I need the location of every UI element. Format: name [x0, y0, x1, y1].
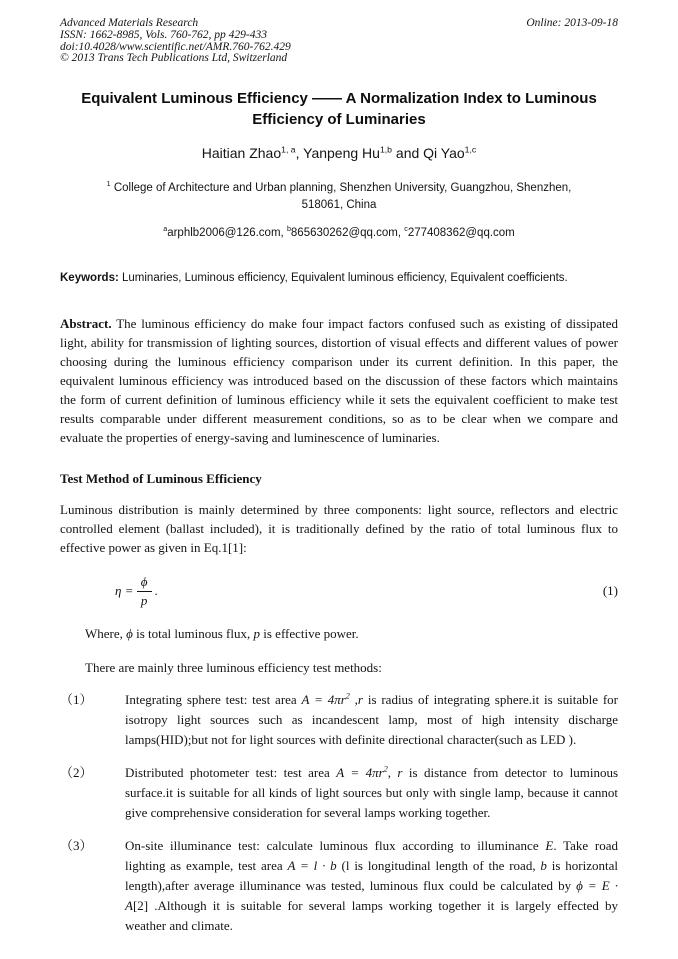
where-text: is effective power. [260, 625, 359, 641]
author-affiliation-sup: 1, a [281, 144, 296, 155]
journal-name: Advanced Materials Research [60, 17, 199, 29]
math-symbol-b: b [540, 857, 547, 873]
equation-number: (1) [602, 583, 618, 599]
author-affiliation-sup: 1,c [464, 144, 477, 155]
equation-1 [115, 574, 158, 609]
email-separator: , [397, 227, 405, 240]
math-area-formula: A = l · b [287, 857, 337, 873]
where-text: is total luminous flux, [132, 625, 254, 641]
emails-line [60, 227, 618, 239]
math-symbol-phi: ϕ [126, 625, 133, 641]
section-heading: Test Method of Luminous Efficiency [60, 470, 262, 486]
equals-sign: = [125, 583, 133, 599]
email-sup: b [286, 225, 291, 234]
method-text: , [349, 691, 358, 707]
abstract-paragraph [60, 314, 618, 447]
where-line [60, 624, 618, 643]
equation-period: . [154, 583, 158, 599]
issn-line: ISSN: 1662-8985, Vols. 760-762, pp 429-433 [60, 28, 267, 41]
math-exponent: 2 [383, 764, 388, 774]
author-name: Yanpeng Hu [303, 145, 380, 162]
method-text: . Take road lighting as example, test area [125, 837, 619, 873]
publication-info [60, 18, 291, 65]
email-sup: a [163, 225, 168, 234]
method-text: is horizontal length),after average illuminance was tested, luminous flux could be calculated by [125, 857, 618, 893]
method-item-3 [60, 836, 618, 936]
abstract-text: The luminous efficiency do make four impact factors confused such as existing of dissipated light, ability for transmission of lighting sources, distortion of visual effects and different values of power choosing during the luminous efficiency comparison under its current definition. In this paper, the equivalent luminous efficiency was introduced based on the discussion of these factors which maintains the form of current definition of luminous efficiency while it sets the equivalent coefficient to make test results comparable under different measurement conditions, so as to be clear when we compare and evaluate the properties of energy-saving and luminescence of luminaries. [60, 315, 618, 445]
equation-lhs: η [115, 583, 122, 599]
keywords-label: Keywords: [60, 272, 119, 285]
author-separator: and [392, 145, 424, 162]
methods-intro: There are mainly three luminous efficiency test methods: [85, 659, 382, 675]
email-separator: , [280, 227, 287, 240]
affiliation-sup: 1 [106, 180, 111, 189]
fraction-denominator: p [140, 592, 148, 608]
keywords-text: Luminaries, Luminous efficiency, Equivalent luminous efficiency, Equivalent coefficients. [118, 272, 568, 285]
author-separator: , [295, 145, 304, 162]
method-text: is radius of integrating sphere.it is suitable for isotropy light sources such as incandescent lamp, most of high intensity discharge lamps(HID);but not for light sources with definite directional character(such as LED ). [125, 691, 618, 747]
where-text: Where, [85, 625, 127, 641]
method-text: , [387, 764, 398, 780]
method-text: Integrating sphere test: test area [125, 691, 302, 707]
method-marker: （2） [60, 764, 93, 780]
method-text: On-site illuminance test: calculate luminous flux according to illuminance [125, 837, 546, 853]
method-text: (l is longitudinal length of the road, [336, 857, 541, 873]
copyright-line: © 2013 Trans Tech Publications Ltd, Switzerland [60, 52, 288, 65]
math-exponent: 2 [345, 691, 350, 701]
method-item-1 [60, 690, 618, 750]
method-text: Distributed photometer test: test area [125, 764, 337, 780]
math-symbol-r: r [397, 764, 403, 780]
author-affiliation-sup: 1,b [379, 144, 393, 155]
abstract-label: Abstract. [60, 315, 112, 331]
fraction-numerator: ϕ [137, 574, 152, 592]
email-address: arphlb2006@126.com [167, 227, 281, 240]
math-flux-formula: ϕ = E · A [125, 877, 618, 913]
publication-header [60, 18, 618, 65]
authors-line [60, 145, 618, 161]
method-text: is distance from detector to luminous surface.it is suitable for all kinds of light sources but only with single lamp, because it cannot give comprehensive consideration for several lamps working together. [125, 764, 618, 820]
keywords-paragraph [60, 270, 618, 287]
affiliation-text: College of Architecture and Urban planning, Shenzhen University, Guangzhou, Shenzhen, 518061, China [110, 182, 572, 212]
math-area-formula: A = 4πr [336, 764, 384, 780]
method-marker: （3） [60, 837, 93, 853]
method-marker: （1） [60, 691, 93, 707]
section-intro-paragraph: Luminous distribution is mainly determined by three components: light source, reflectors and electric controlled element (ballast included), it is traditionally defined by the ratio of total luminous flux to effective power as given in Eq.1[1]: [60, 501, 618, 555]
affiliation [60, 180, 618, 214]
author-name: Haitian Zhao [201, 145, 282, 162]
doi-line: doi:10.4028/www.scientific.net/AMR.760-762.429 [60, 40, 291, 53]
math-symbol-r: r [357, 691, 363, 707]
method-item-2 [60, 763, 618, 823]
math-area-formula: A = 4πr [301, 691, 346, 707]
author-name: Qi Yao [423, 145, 465, 162]
math-symbol-E: E [545, 837, 554, 853]
fraction [137, 574, 152, 609]
online-date: Online: 2013-09-18 [526, 17, 618, 29]
method-text: [2] .Although it is suitable for several lamps working together it is largely effected by weather and climate. [125, 897, 618, 933]
equation-1-row [60, 574, 618, 609]
email-address: 865630262@qq.com [290, 227, 398, 240]
email-sup: c [404, 225, 408, 234]
math-symbol-p: p [253, 625, 260, 641]
email-address: 277408362@qq.com [407, 227, 515, 240]
paper-title: Equivalent Luminous Efficiency —— A Normalization Index to Luminous Efficiency of Luminaries [81, 90, 597, 129]
